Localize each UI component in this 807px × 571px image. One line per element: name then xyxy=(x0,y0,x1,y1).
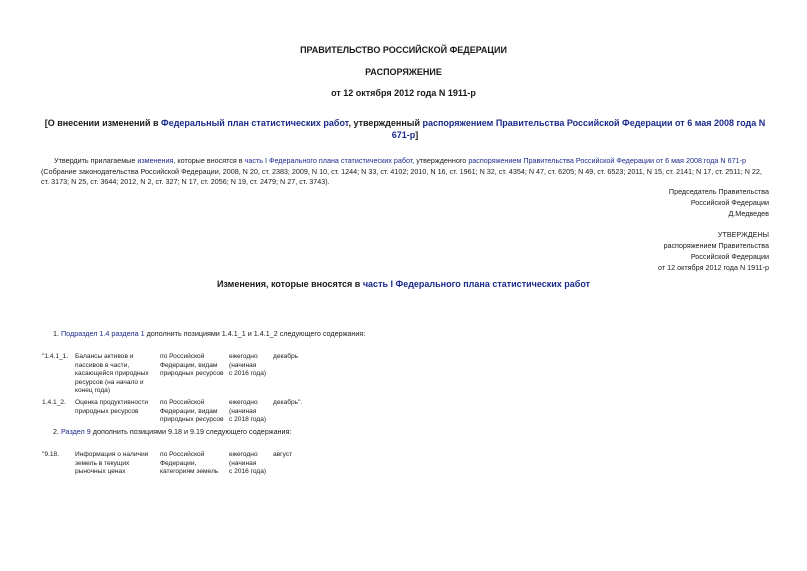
approval-block: УТВЕРЖДЕНЫ распоряжением Правительства Российской Федерации от 12 октября 2012 года N 1911-р xyxy=(658,230,769,272)
federal-plan-link[interactable]: Федеральный план статистических работ xyxy=(161,118,349,128)
row-frequency: ежегодно (начиная с 2016 года) xyxy=(229,451,267,476)
row-level: по Российской Федерации, категориям земель xyxy=(160,451,219,476)
row-name: Оценка продуктивности природных ресурсов xyxy=(75,399,149,415)
table-1-row-1 xyxy=(0,353,807,403)
table-2-row-1 xyxy=(0,451,807,481)
changes-title: Изменения, которые вносятся в часть I Федерального плана статистических работ xyxy=(216,279,591,289)
changes-plan-link[interactable]: часть I Федерального плана статистических работ xyxy=(362,279,591,289)
section-9-link[interactable]: Раздел 9 xyxy=(61,427,91,436)
signature-block: Председатель Правительства Российской Федерации Д.Медведев xyxy=(668,187,769,218)
row-code: 1.4.1_2. xyxy=(42,399,66,406)
document-subject: [О внесении изменений в Федеральный план статистических работ, утвержденный распоряжением Правительства Российской Федерации от 6 мая 2008 года N 671-р] xyxy=(44,118,766,140)
government-heading: ПРАВИТЕЛЬСТВО РОССИЙСКОЙ ФЕДЕРАЦИИ xyxy=(300,45,507,55)
row-term: август xyxy=(273,451,293,458)
row-name: Балансы активов и пассивов в части, касающейся природных ресурсов (на начало и конец года) xyxy=(75,353,149,395)
document-type: РАСПОРЯЖЕНИЕ xyxy=(365,67,442,77)
row-code: "1.4.1_1. xyxy=(42,353,69,360)
row-name: Информация о наличии земель в текущих рыночных ценах xyxy=(75,451,149,476)
row-term: декабрь xyxy=(273,353,299,360)
intro-paragraph: Утвердить прилагаемые изменения, которые вносятся в часть I Федерального плана статистических работ, утвержденного распоряжением Правительства Российской Федерации от 6 мая 2008 года N 671-р (Собрание законодательства Российской Федерации, 2008, N 20, ст. 2383; 2009, N 10, ст. 1244; N 33, ст. 4102; 2010, N 16, ст. 1961; N 32, ст. 4354; N 47, ст. 6205; N 49, ст. 6523; 2011, N 15, ст. 2141; N 17, ст. 2511; N 22, ст. 3173; N 25, ст. 3644; 2012, N 2, ст. 327; N 17, ст. 2056; N 19, ст. 2479; N 27, ст. 3743). xyxy=(41,156,762,186)
row-frequency: ежегодно (начиная с 2016 года) xyxy=(229,353,267,378)
row-code: "9.18. xyxy=(42,451,60,458)
item-2: 2. Раздел 9 дополнить позициями 9.18 и 9.19 следующего содержания: xyxy=(53,427,292,436)
subsection-link[interactable]: Подраздел 1.4 раздела 1 xyxy=(61,329,145,338)
order-ref-link[interactable]: распоряжением Правительства Российской Федерации от 6 мая 2008 года N 671-р xyxy=(468,156,746,165)
table-1-row-2 xyxy=(0,399,807,429)
row-level: по Российской Федерации, видам природных ресурсов xyxy=(160,399,224,424)
order-link[interactable]: распоряжением Правительства Российской Федерации от 6 мая 2008 года N xyxy=(422,118,766,128)
row-level: по Российской Федерации, видам природных ресурсов xyxy=(160,353,224,378)
row-term: декабрь". xyxy=(273,399,303,406)
order-number-link[interactable]: 671-р xyxy=(391,130,416,140)
item-1: 1. Подраздел 1.4 раздела 1 дополнить позициями 1.4.1_1 и 1.4.1_2 следующего содержания: xyxy=(53,329,366,338)
plan-part-link[interactable]: часть I Федерального плана статистических работ xyxy=(244,156,413,165)
row-frequency: ежегодно (начиная с 2018 года) xyxy=(229,399,267,424)
changes-link[interactable]: изменения xyxy=(137,156,174,165)
document-date: от 12 октября 2012 года N 1911-р xyxy=(331,88,476,98)
